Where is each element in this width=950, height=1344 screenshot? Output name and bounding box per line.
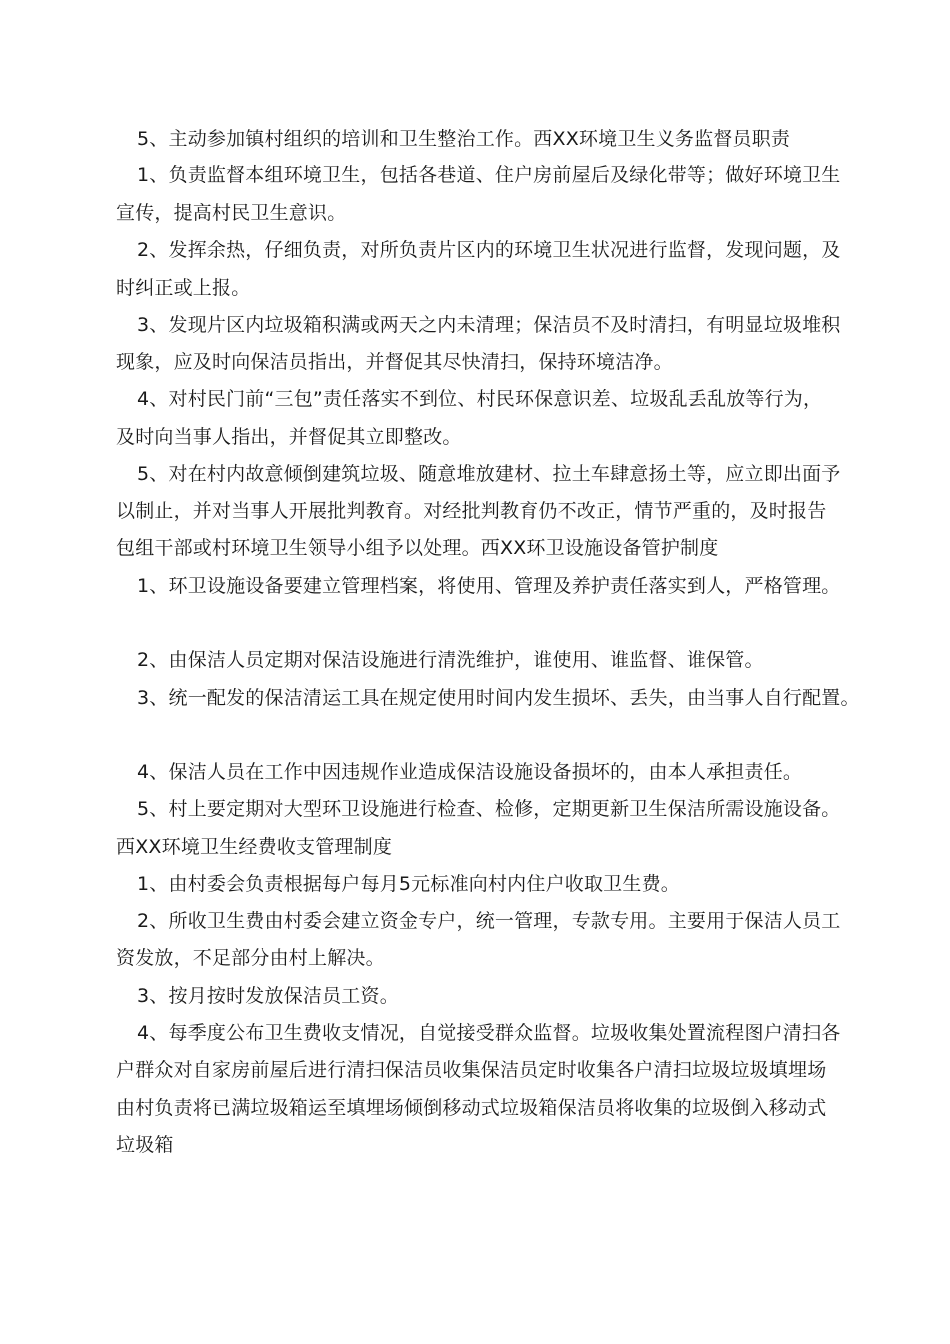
text-line: 包组干部或村环境卫生领导小组予以处理。西XX环卫设施设备管护制度 xyxy=(116,537,719,559)
text-line: 2、由保洁人员定期对保洁设施进行清洗维护，谁使用、谁监督、谁保管。 xyxy=(137,649,764,671)
text-line: 5、主动参加镇村组织的培训和卫生整治工作。西XX环境卫生义务监督员职责 xyxy=(137,128,791,150)
text-line: 5、村上要定期对大型环卫设施进行检查、检修，定期更新卫生保洁所需设施设备。 xyxy=(137,798,841,820)
text-line: 4、对村民门前“三包”责任落实不到位、村民环保意识差、垃圾乱丢乱放等行为， xyxy=(137,388,823,410)
text-line: 5、对在村内故意倾倒建筑垃圾、随意堆放建材、拉土车肆意扬土等，应立即出面予 xyxy=(137,463,841,485)
text-line: 2、所收卫生费由村委会建立资金专户，统一管理，专款专用。主要用于保洁人员工 xyxy=(137,910,841,932)
text-line: 3、按月按时发放保洁员工资。 xyxy=(137,985,399,1007)
text-line: 时纠正或上报。 xyxy=(116,277,251,299)
text-line: 2、发挥余热，仔细负责，对所负责片区内的环境卫生状况进行监督，发现问题，及 xyxy=(137,239,841,261)
text-line: 1、负责监督本组环境卫生，包括各巷道、住户房前屋后及绿化带等；做好环境卫生 xyxy=(137,164,841,186)
section-heading: 西XX环境卫生经费收支管理制度 xyxy=(116,836,393,858)
text-line: 1、环卫设施设备要建立管理档案，将使用、管理及养护责任落实到人，严格管理。 xyxy=(137,575,841,597)
text-line: 由村负责将已满垃圾箱运至填埋场倾倒移动式垃圾箱保洁员将收集的垃圾倒入移动式 xyxy=(116,1097,827,1119)
text-line: 4、保洁人员在工作中因违规作业造成保洁设施设备损坏的，由本人承担责任。 xyxy=(137,761,803,783)
text-line: 宣传，提高村民卫生意识。 xyxy=(116,202,347,224)
text-line: 3、统一配发的保洁清运工具在规定使用时间内发生损坏、丢失，由当事人自行配置。 xyxy=(137,687,860,709)
text-line: 垃圾箱 xyxy=(116,1134,174,1156)
text-line: 现象，应及时向保洁员指出，并督促其尽快清扫，保持环境洁净。 xyxy=(116,351,673,373)
text-line: 3、发现片区内垃圾箱积满或两天之内未清理；保洁员不及时清扫，有明显垃圾堆积 xyxy=(137,314,841,336)
text-line: 1、由村委会负责根据每户每月5元标准向村内住户收取卫生费。 xyxy=(137,873,680,895)
text-line: 4、每季度公布卫生费收支情况，自觉接受群众监督。垃圾收集处置流程图户清扫各 xyxy=(137,1022,841,1044)
text-line: 及时向当事人指出，并督促其立即整改。 xyxy=(116,426,462,448)
text-line: 以制止，并对当事人开展批判教育。对经批判教育仍不改正，情节严重的，及时报告 xyxy=(116,500,827,522)
text-line: 资发放，不足部分由村上解决。 xyxy=(116,947,385,969)
text-line: 户群众对自家房前屋后进行清扫保洁员收集保洁员定时收集各户清扫垃圾垃圾填埋场 xyxy=(116,1059,827,1081)
